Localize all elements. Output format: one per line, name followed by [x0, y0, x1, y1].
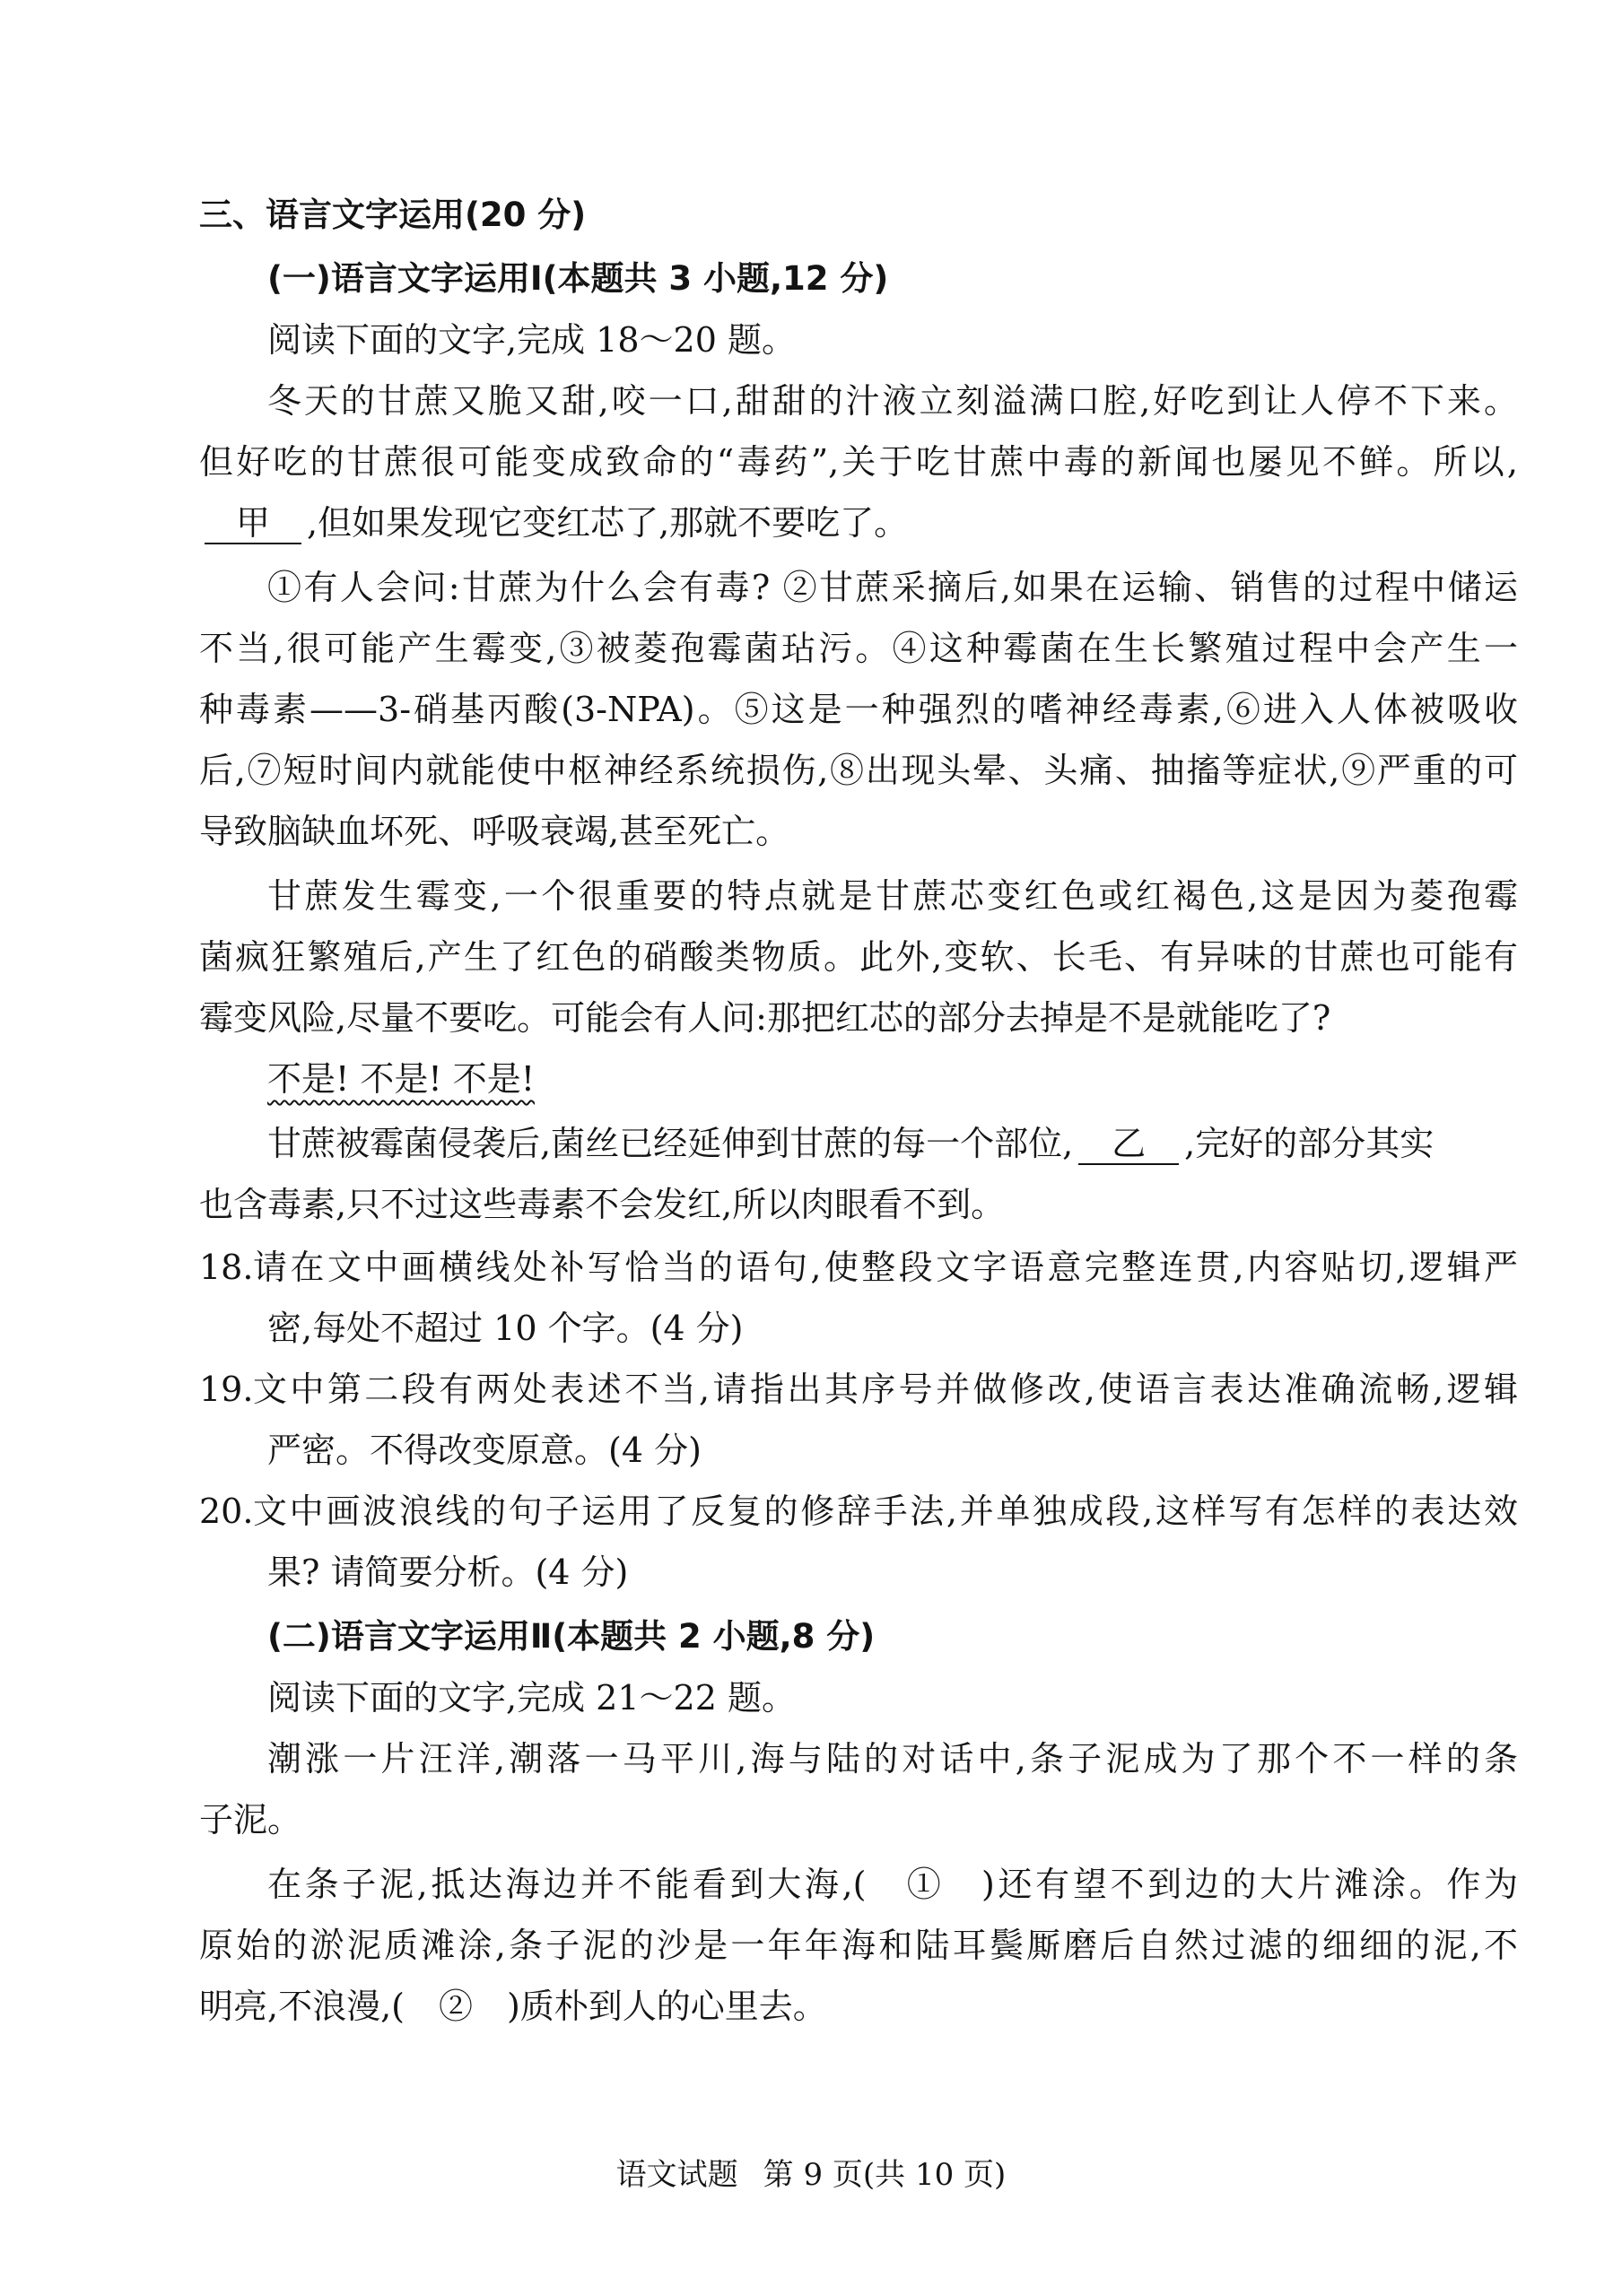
passage1-para5-line1 [267, 1118, 1518, 1169]
passage1-para2-line5: 导致脑缺血坏死、呼吸衰竭,甚至死亡。 [199, 812, 790, 851]
question-19-line2: 严密。不得改变原意。(4 分) [267, 1431, 702, 1470]
passage1-para2-line2: 不当,很可能产生霉变,③被菱孢霉菌玷污。④这种霉菌在生长繁殖过程中会产生一 [199, 629, 1518, 668]
page-footer [0, 2152, 1622, 2197]
question-20-line2: 果? 请简要分析。(4 分) [267, 1552, 629, 1592]
blank-jia: 甲 [205, 503, 301, 544]
part1-instruction: 阅读下面的文字,完成 18～20 题。 [267, 320, 796, 360]
passage1-para3-line2: 菌疯狂繁殖后,产生了红色的硝酸类物质。此外,变软、长毛、有异味的甘蔗也可能有 [199, 937, 1518, 977]
passage1-para2-line4: 后,⑦短时间内就能使中枢神经系统损伤,⑧出现头晕、头痛、抽搐等症状,⑨严重的可 [199, 751, 1518, 790]
passage2-para2-line3: 明亮,不浪漫,( ② )质朴到人的心里去。 [199, 1987, 827, 2026]
question-18-number: 18. [199, 1248, 254, 1287]
question-20-line1: 文中画波浪线的句子运用了反复的修辞手法,并单独成段,这样写有怎样的表达效 [253, 1492, 1518, 1531]
wavy-underlined-sentence: 不是! 不是! 不是! [267, 1059, 535, 1099]
passage2-para2-line2: 原始的淤泥质滩涂,条子泥的沙是一年年海和陆耳鬓厮磨后自然过滤的细细的泥,不 [199, 1926, 1518, 1965]
passage1-para2-line3: 种毒素——3-硝基丙酸(3-NPA)。⑤这是一种强烈的嗜神经毒素,⑥进入人体被吸收 [199, 690, 1518, 729]
passage1-para1-line2: 但好吃的甘蔗很可能变成致命的“毒药”,关于吃甘蔗中毒的新闻也屡见不鲜。所以, [199, 442, 1518, 482]
question-18-line1: 请在文中画横线处补写恰当的语句,使整段文字语意完整连贯,内容贴切,逻辑严 [253, 1248, 1518, 1287]
passage2-para1-line1: 潮涨一片汪洋,潮落一马平川,海与陆的对话中,条子泥成为了那个不一样的条 [267, 1739, 1518, 1779]
footer-subject: 语文试题 [615, 2157, 738, 2193]
passage2-para1-line2: 子泥。 [199, 1800, 302, 1839]
part1-heading: (一)语言文字运用Ⅰ(本题共 3 小题,12 分) [267, 259, 889, 298]
question-19-line1: 文中第二段有两处表述不当,请指出其序号并做修改,使语言表达准确流畅,逻辑 [253, 1370, 1518, 1409]
passage1-para1-line3-text: ,但如果发现它变红芯了,那就不要吃了。 [307, 503, 909, 543]
passage1-para3-line3: 霉变风险,尽量不要吃。可能会有人问:那把红芯的部分去掉是不是就能吃了? [199, 998, 1331, 1038]
passage2-para2-line1: 在条子泥,抵达海边并不能看到大海,( ① )还有望不到边的大片滩涂。作为 [267, 1865, 1518, 1904]
section-heading: 三、语言文字运用(20 分) [199, 196, 587, 234]
question-20-number: 20. [199, 1492, 254, 1531]
part2-heading: (二)语言文字运用Ⅱ(本题共 2 小题,8 分) [267, 1617, 876, 1656]
passage1-para4 [267, 1054, 1518, 1104]
question-18-line2: 密,每处不超过 10 个字。(4 分) [267, 1309, 744, 1348]
passage1-para5-line1b: ,完好的部分其实 [1184, 1124, 1435, 1163]
passage1-para3-line1: 甘蔗发生霉变,一个很重要的特点就是甘蔗芯变红色或红褐色,这是因为菱孢霉 [267, 876, 1518, 916]
passage1-para5-line1a: 甘蔗被霉菌侵袭后,菌丝已经延伸到甘蔗的每一个部位, [267, 1124, 1074, 1163]
blank-yi: 乙 [1078, 1124, 1179, 1165]
passage1-para1-line3 [199, 498, 1518, 548]
passage1-para1-line1: 冬天的甘蔗又脆又甜,咬一口,甜甜的汁液立刻溢满口腔,好吃到让人停不下来。 [267, 381, 1518, 421]
footer-page-number: 第 9 页(共 10 页) [763, 2157, 1007, 2193]
part2-instruction: 阅读下面的文字,完成 21～22 题。 [267, 1678, 796, 1718]
question-19-number: 19. [199, 1370, 254, 1409]
passage1-para2-line1: ①有人会问:甘蔗为什么会有毒? ②甘蔗采摘后,如果在运输、销售的过程中储运 [267, 568, 1518, 607]
passage1-para5-line2: 也含毒素,只不过这些毒素不会发红,所以肉眼看不到。 [199, 1185, 1006, 1224]
